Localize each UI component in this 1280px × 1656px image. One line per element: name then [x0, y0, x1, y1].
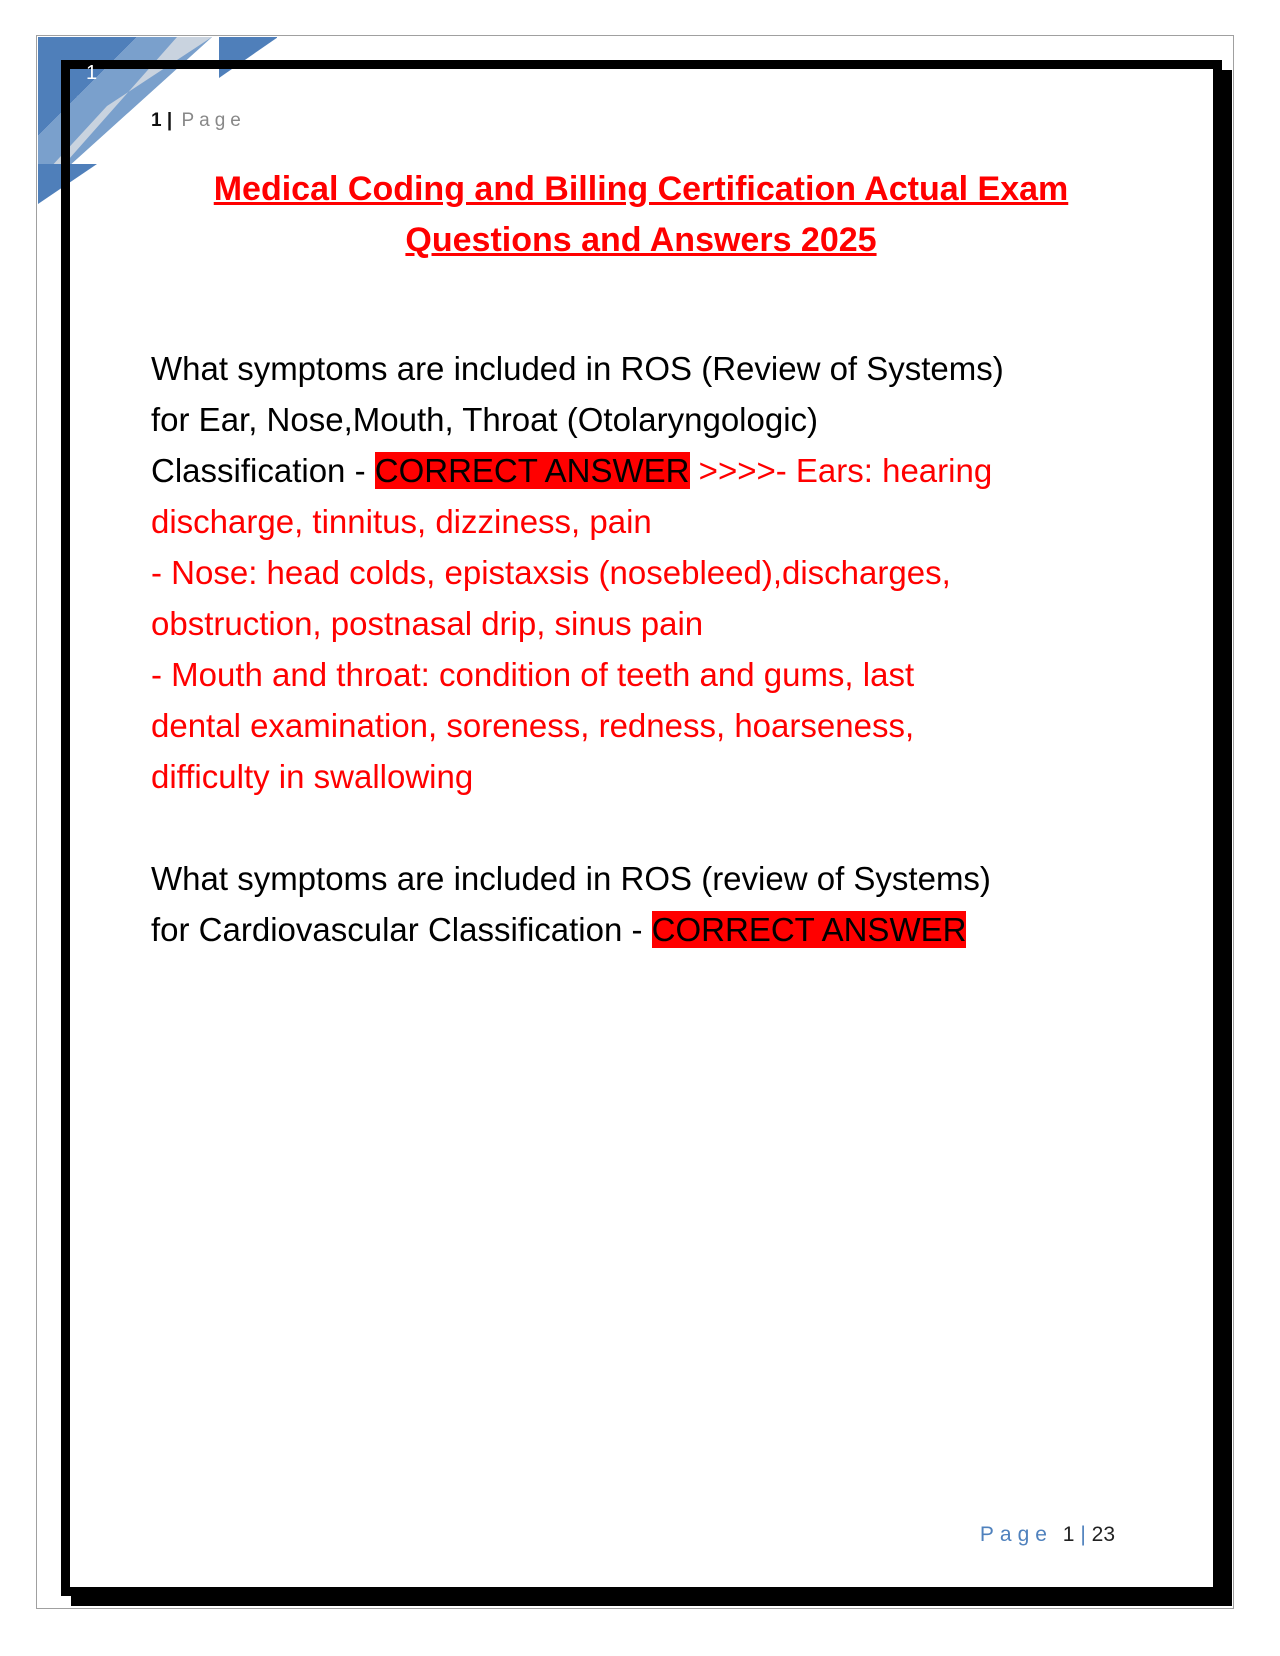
title-line: Questions and Answers 2025 — [405, 221, 877, 259]
answer-line: - Mouth and throat: condition of teeth and gums, last — [151, 656, 915, 693]
header-page-word: Page — [181, 110, 246, 131]
header-page-number: 1 — [151, 110, 162, 131]
question-line — [151, 904, 1004, 955]
question-text: Classification - — [151, 452, 375, 489]
footer-page-number: 1 — [1062, 1523, 1075, 1546]
answer-line: dental examination, soreness, redness, hoarseness, — [151, 707, 915, 744]
answer-line: difficulty in swallowing — [151, 758, 474, 795]
question-line: What symptoms are included in ROS (review of Systems) — [151, 860, 991, 897]
answer-line: - Nose: head colds, epistaxsis (nosebleed),discharges, — [151, 554, 951, 591]
corner-page-number: 1 — [86, 62, 98, 84]
footer-separator: | — [1080, 1523, 1086, 1546]
correct-answer-label: CORRECT ANSWER — [651, 911, 967, 948]
document-title — [151, 164, 1131, 266]
question-line: What symptoms are included in ROS (Review of Systems) — [151, 350, 1004, 387]
page-footer — [980, 1523, 1115, 1547]
answer-line: discharge, tinnitus, dizziness, pain — [151, 503, 652, 540]
footer-page-word: Page — [979, 1523, 1053, 1546]
footer-total-pages: 23 — [1091, 1523, 1115, 1546]
question-line: for Ear, Nose,Mouth, Throat (Otolaryngologic) — [151, 401, 819, 438]
title-line: Medical Coding and Billing Certification Actual Exam — [213, 170, 1069, 208]
page-header — [151, 110, 246, 132]
document-body — [151, 343, 1004, 955]
answer-line: obstruction, postnasal drip, sinus pain — [151, 605, 704, 642]
answer-text: >>>>- Ears: hearing — [689, 452, 993, 489]
correct-answer-label: CORRECT ANSWER — [374, 452, 690, 489]
header-separator: | — [166, 110, 173, 131]
question-text: for Cardiovascular Classification - — [151, 911, 652, 948]
question-line — [151, 445, 1004, 496]
